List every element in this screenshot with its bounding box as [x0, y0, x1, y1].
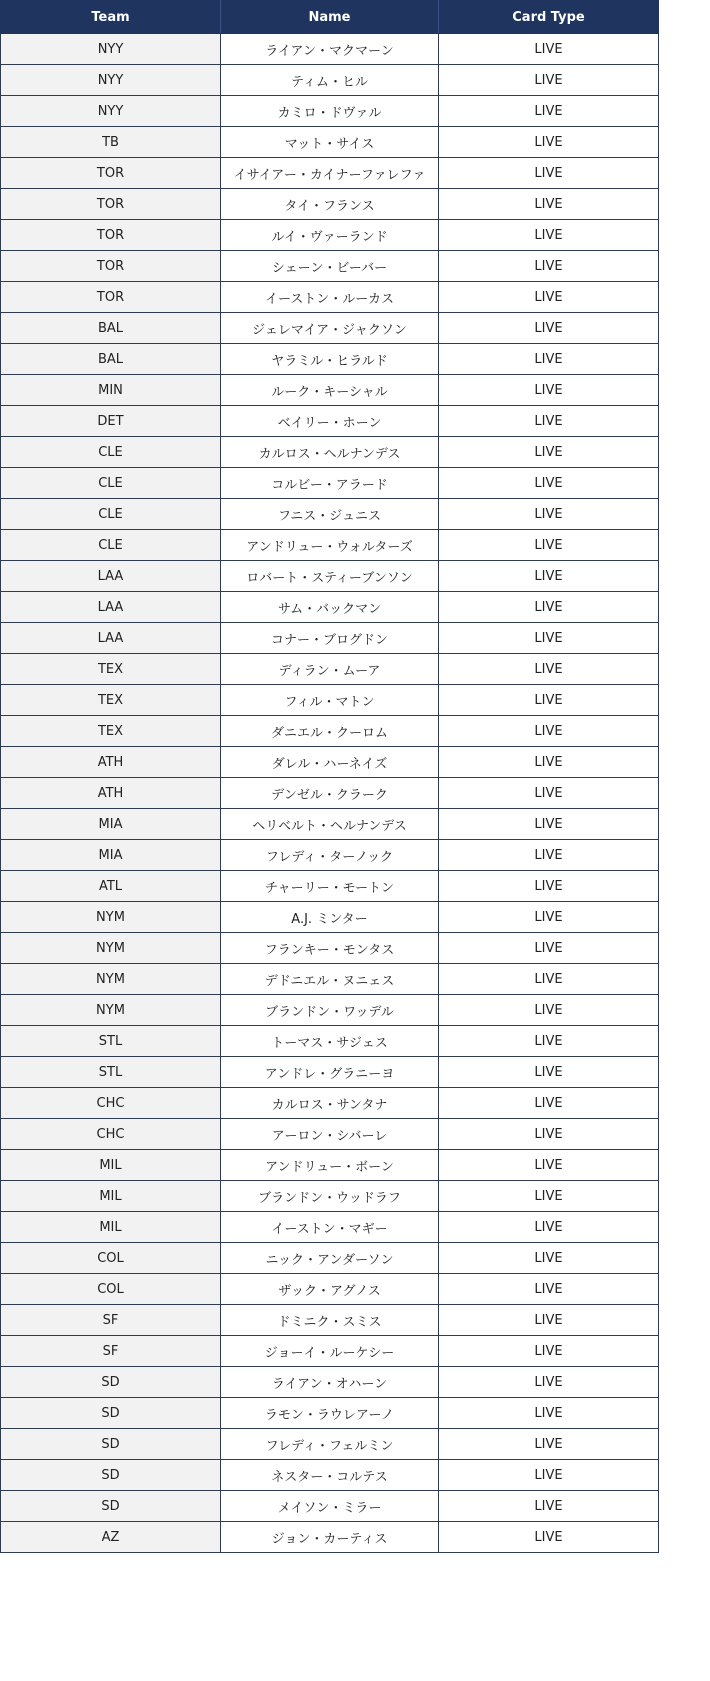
table-row — [1, 468, 659, 499]
player-name-cell: カルロス・サンタナ — [221, 1088, 439, 1119]
card-type-cell: LIVE — [439, 1336, 659, 1367]
table-row — [1, 654, 659, 685]
player-name-cell: コルビー・アラード — [221, 468, 439, 499]
player-name-cell: ルイ・ヴァーランド — [221, 220, 439, 251]
column-header-card-type: Card Type — [439, 1, 659, 34]
team-cell: COL — [1, 1243, 221, 1274]
table-row — [1, 747, 659, 778]
table-row — [1, 1274, 659, 1305]
card-type-cell: LIVE — [439, 1305, 659, 1336]
team-cell: NYM — [1, 902, 221, 933]
player-name-cell: フィル・マトン — [221, 685, 439, 716]
team-cell: NYM — [1, 995, 221, 1026]
player-name-cell: ネスター・コルテス — [221, 1460, 439, 1491]
player-name-cell: ルーク・キーシャル — [221, 375, 439, 406]
player-name-cell: ライアン・オハーン — [221, 1367, 439, 1398]
table-row — [1, 561, 659, 592]
table-row — [1, 809, 659, 840]
table-row — [1, 1367, 659, 1398]
card-type-cell: LIVE — [439, 1398, 659, 1429]
player-name-cell: サム・バックマン — [221, 592, 439, 623]
table-row — [1, 375, 659, 406]
table-row — [1, 1429, 659, 1460]
card-type-cell: LIVE — [439, 871, 659, 902]
table-row — [1, 1243, 659, 1274]
card-type-cell: LIVE — [439, 1088, 659, 1119]
card-type-cell: LIVE — [439, 96, 659, 127]
team-cell: ATL — [1, 871, 221, 902]
table-row — [1, 592, 659, 623]
card-type-cell: LIVE — [439, 1522, 659, 1553]
team-cell: MIL — [1, 1150, 221, 1181]
table-row — [1, 437, 659, 468]
team-cell: LAA — [1, 592, 221, 623]
team-cell: AZ — [1, 1522, 221, 1553]
card-type-cell: LIVE — [439, 964, 659, 995]
player-name-cell: フニス・ジュニス — [221, 499, 439, 530]
player-name-cell: ダニエル・クーロム — [221, 716, 439, 747]
player-name-cell: ラモン・ラウレアーノ — [221, 1398, 439, 1429]
team-cell: MIL — [1, 1181, 221, 1212]
table-row — [1, 995, 659, 1026]
table-row — [1, 1522, 659, 1553]
card-type-cell: LIVE — [439, 406, 659, 437]
card-type-cell: LIVE — [439, 1057, 659, 1088]
player-name-cell: コナー・ブログドン — [221, 623, 439, 654]
table-row — [1, 220, 659, 251]
card-type-cell: LIVE — [439, 592, 659, 623]
card-type-cell: LIVE — [439, 809, 659, 840]
card-type-cell: LIVE — [439, 127, 659, 158]
player-name-cell: アンドレ・グラニーヨ — [221, 1057, 439, 1088]
player-name-cell: フレディ・ターノック — [221, 840, 439, 871]
player-name-cell: マット・サイス — [221, 127, 439, 158]
player-name-cell: チャーリー・モートン — [221, 871, 439, 902]
card-type-cell: LIVE — [439, 1243, 659, 1274]
team-cell: BAL — [1, 344, 221, 375]
card-type-cell: LIVE — [439, 716, 659, 747]
card-type-cell: LIVE — [439, 437, 659, 468]
table-row — [1, 251, 659, 282]
player-name-cell: ジェレマイア・ジャクソン — [221, 313, 439, 344]
player-name-cell: ドミニク・スミス — [221, 1305, 439, 1336]
team-cell: MIA — [1, 809, 221, 840]
player-name-cell: シェーン・ビーバー — [221, 251, 439, 282]
team-cell: TOR — [1, 158, 221, 189]
card-type-cell: LIVE — [439, 933, 659, 964]
team-cell: DET — [1, 406, 221, 437]
team-cell: TEX — [1, 716, 221, 747]
table-row — [1, 1026, 659, 1057]
card-type-cell: LIVE — [439, 375, 659, 406]
card-type-cell: LIVE — [439, 65, 659, 96]
table-row — [1, 1181, 659, 1212]
card-type-cell: LIVE — [439, 251, 659, 282]
table-row — [1, 933, 659, 964]
table-row — [1, 1336, 659, 1367]
team-cell: MIL — [1, 1212, 221, 1243]
player-name-cell: イサイアー・カイナーファレファ — [221, 158, 439, 189]
player-name-cell: デドニエル・ヌニェス — [221, 964, 439, 995]
card-type-cell: LIVE — [439, 1429, 659, 1460]
team-cell: TOR — [1, 282, 221, 313]
team-cell: STL — [1, 1026, 221, 1057]
table-row — [1, 313, 659, 344]
card-type-cell: LIVE — [439, 840, 659, 871]
player-name-cell: ニック・アンダーソン — [221, 1243, 439, 1274]
table-row — [1, 716, 659, 747]
table-row — [1, 158, 659, 189]
card-type-cell: LIVE — [439, 344, 659, 375]
card-type-cell: LIVE — [439, 282, 659, 313]
card-type-cell: LIVE — [439, 995, 659, 1026]
table-row — [1, 34, 659, 65]
card-type-cell: LIVE — [439, 654, 659, 685]
team-cell: TEX — [1, 685, 221, 716]
table-row — [1, 1119, 659, 1150]
team-cell: LAA — [1, 561, 221, 592]
card-type-cell: LIVE — [439, 189, 659, 220]
table-row — [1, 685, 659, 716]
table-row — [1, 964, 659, 995]
player-name-cell: ブランドン・ワッデル — [221, 995, 439, 1026]
table-row — [1, 499, 659, 530]
table-row — [1, 530, 659, 561]
player-name-cell: イーストン・マギー — [221, 1212, 439, 1243]
table-row — [1, 871, 659, 902]
team-cell: CHC — [1, 1088, 221, 1119]
player-name-cell: イーストン・ルーカス — [221, 282, 439, 313]
table-body — [1, 34, 659, 1553]
player-name-cell: アーロン・シバーレ — [221, 1119, 439, 1150]
card-type-cell: LIVE — [439, 1460, 659, 1491]
team-cell: SD — [1, 1367, 221, 1398]
player-name-cell: ジョン・カーティス — [221, 1522, 439, 1553]
team-cell: ATH — [1, 747, 221, 778]
player-name-cell: ザック・アグノス — [221, 1274, 439, 1305]
card-type-cell: LIVE — [439, 778, 659, 809]
player-name-cell: カルロス・ヘルナンデス — [221, 437, 439, 468]
player-name-cell: タイ・フランス — [221, 189, 439, 220]
table-row — [1, 840, 659, 871]
card-type-cell: LIVE — [439, 902, 659, 933]
player-name-cell: デンゼル・クラーク — [221, 778, 439, 809]
card-type-cell: LIVE — [439, 561, 659, 592]
team-cell: NYM — [1, 964, 221, 995]
player-name-cell: アンドリュー・ボーン — [221, 1150, 439, 1181]
table-row — [1, 282, 659, 313]
card-type-cell: LIVE — [439, 220, 659, 251]
player-name-cell: フランキー・モンタス — [221, 933, 439, 964]
team-cell: COL — [1, 1274, 221, 1305]
team-cell: TB — [1, 127, 221, 158]
team-cell: TEX — [1, 654, 221, 685]
player-name-cell: A.J. ミンター — [221, 902, 439, 933]
player-name-cell: アンドリュー・ウォルターズ — [221, 530, 439, 561]
table-row — [1, 1305, 659, 1336]
player-name-cell: ジョーイ・ルーケシー — [221, 1336, 439, 1367]
table-row — [1, 96, 659, 127]
player-name-cell: ヘリベルト・ヘルナンデス — [221, 809, 439, 840]
table-row — [1, 189, 659, 220]
player-name-cell: カミロ・ドヴァル — [221, 96, 439, 127]
table-row — [1, 127, 659, 158]
team-cell: CLE — [1, 437, 221, 468]
team-cell: CLE — [1, 499, 221, 530]
card-type-cell: LIVE — [439, 747, 659, 778]
team-cell: SD — [1, 1491, 221, 1522]
table-row — [1, 1398, 659, 1429]
player-name-cell: ディラン・ムーア — [221, 654, 439, 685]
team-cell: NYY — [1, 65, 221, 96]
table-header-row — [1, 1, 659, 34]
team-cell: SF — [1, 1336, 221, 1367]
player-name-cell: ブランドン・ウッドラフ — [221, 1181, 439, 1212]
table-row — [1, 902, 659, 933]
player-name-cell: ヤラミル・ヒラルド — [221, 344, 439, 375]
table-row — [1, 623, 659, 654]
table-header — [1, 1, 659, 34]
card-type-cell: LIVE — [439, 1119, 659, 1150]
team-cell: SF — [1, 1305, 221, 1336]
table-row — [1, 1150, 659, 1181]
card-type-cell: LIVE — [439, 499, 659, 530]
team-cell: MIA — [1, 840, 221, 871]
team-cell: BAL — [1, 313, 221, 344]
column-header-name: Name — [221, 1, 439, 34]
table-row — [1, 1057, 659, 1088]
team-cell: LAA — [1, 623, 221, 654]
card-type-cell: LIVE — [439, 1150, 659, 1181]
card-type-cell: LIVE — [439, 1274, 659, 1305]
card-type-cell: LIVE — [439, 34, 659, 65]
table-row — [1, 1460, 659, 1491]
card-type-cell: LIVE — [439, 623, 659, 654]
team-cell: MIN — [1, 375, 221, 406]
player-name-cell: ダレル・ハーネイズ — [221, 747, 439, 778]
team-cell: SD — [1, 1398, 221, 1429]
team-cell: TOR — [1, 251, 221, 282]
team-cell: NYY — [1, 96, 221, 127]
team-cell: STL — [1, 1057, 221, 1088]
team-cell: ATH — [1, 778, 221, 809]
card-type-cell: LIVE — [439, 1181, 659, 1212]
table-row — [1, 406, 659, 437]
card-type-cell: LIVE — [439, 1491, 659, 1522]
player-name-cell: フレディ・フェルミン — [221, 1429, 439, 1460]
team-cell: TOR — [1, 189, 221, 220]
table-row — [1, 1088, 659, 1119]
card-type-cell: LIVE — [439, 530, 659, 561]
card-type-cell: LIVE — [439, 468, 659, 499]
table-row — [1, 65, 659, 96]
team-cell: TOR — [1, 220, 221, 251]
player-name-cell: トーマス・サジェス — [221, 1026, 439, 1057]
table-row — [1, 344, 659, 375]
card-type-cell: LIVE — [439, 158, 659, 189]
table-row — [1, 778, 659, 809]
team-cell: CLE — [1, 468, 221, 499]
team-cell: CHC — [1, 1119, 221, 1150]
player-name-cell: ベイリー・ホーン — [221, 406, 439, 437]
team-cell: SD — [1, 1460, 221, 1491]
table-row — [1, 1212, 659, 1243]
card-type-cell: LIVE — [439, 685, 659, 716]
card-type-cell: LIVE — [439, 313, 659, 344]
player-name-cell: ティム・ヒル — [221, 65, 439, 96]
player-name-cell: ライアン・マクマーン — [221, 34, 439, 65]
team-cell: NYY — [1, 34, 221, 65]
player-name-cell: ロバート・スティーブンソン — [221, 561, 439, 592]
team-cell: NYM — [1, 933, 221, 964]
team-cell: CLE — [1, 530, 221, 561]
card-type-cell: LIVE — [439, 1367, 659, 1398]
card-type-cell: LIVE — [439, 1026, 659, 1057]
player-name-cell: メイソン・ミラー — [221, 1491, 439, 1522]
column-header-team: Team — [1, 1, 221, 34]
table-row — [1, 1491, 659, 1522]
card-type-cell: LIVE — [439, 1212, 659, 1243]
team-cell: SD — [1, 1429, 221, 1460]
